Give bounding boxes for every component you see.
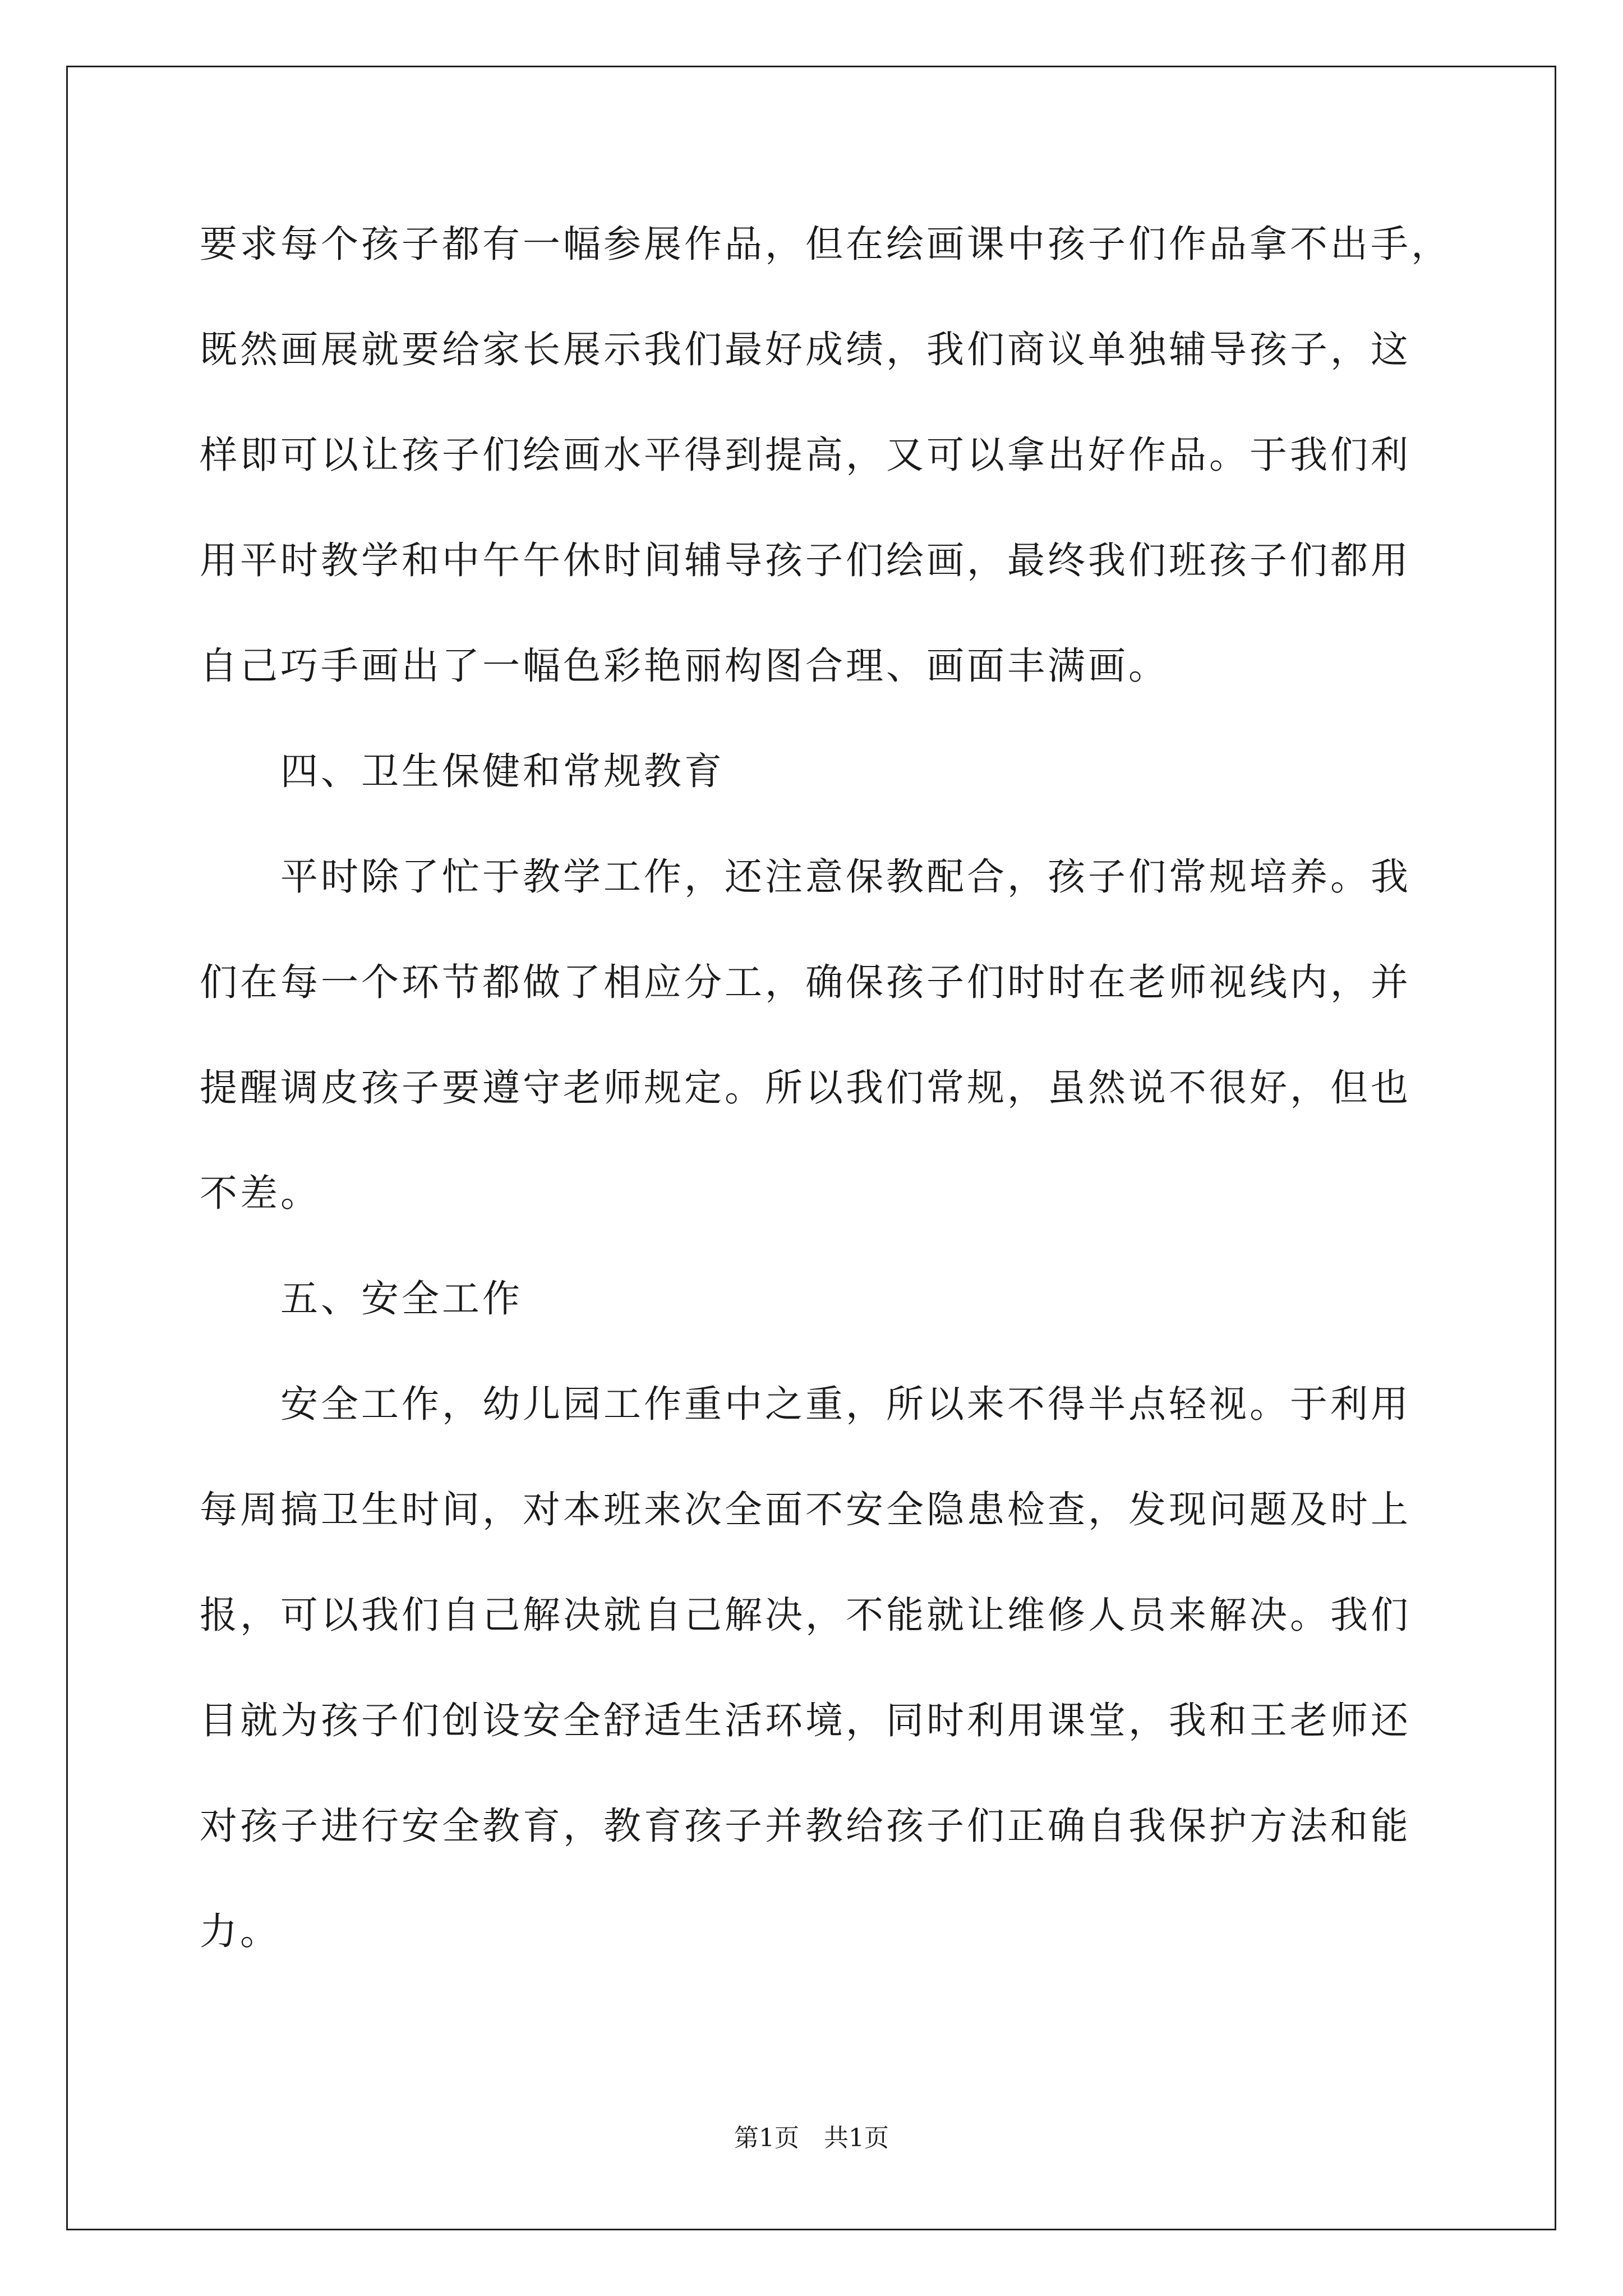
text-line: 既然画展就要给家长展示我们最好成绩，我们商议单独辅导孩子，这 (200, 328, 1411, 371)
page-number: 第1页 (734, 2124, 799, 2152)
text-line: 们在每一个环节都做了相应分工，确保孩子们时时在老师视线内，并 (200, 960, 1411, 1004)
page-border (66, 66, 1556, 2230)
text-line: 自己巧手画出了一幅色彩艳丽构图合理、画面丰满画。 (200, 644, 1169, 688)
text-line: 报，可以我们自己解决就自己解决，不能就让维修人员来解决。我们 (200, 1593, 1411, 1637)
text-line: 要求每个孩子都有一幅参展作品，但在绘画课中孩子们作品拿不出手， (200, 222, 1451, 266)
section-heading: 四、卫生保健和常规教育 (280, 749, 725, 793)
text-line: 不差。 (200, 1171, 321, 1215)
text-line: 提醒调皮孩子要遵守老师规定。所以我们常规，虽然说不很好，但也 (200, 1066, 1411, 1110)
section-heading: 五、安全工作 (280, 1277, 523, 1320)
text-line: 安全工作，幼儿园工作重中之重，所以来不得半点轻视。于利用 (280, 1382, 1411, 1426)
text-line: 样即可以让孩子们绘画水平得到提高，又可以拿出好作品。于我们利 (200, 433, 1411, 477)
text-line: 力。 (200, 1910, 280, 1953)
text-line: 对孩子进行安全教育，教育孩子并教给孩子们正确自我保护方法和能 (200, 1804, 1411, 1848)
text-line: 平时除了忙于教学工作，还注意保教配合，孩子们常规培养。我 (280, 855, 1411, 899)
text-line: 每周搞卫生时间，对本班来次全面不安全隐患检查，发现问题及时上 (200, 1488, 1411, 1531)
text-line: 用平时教学和中午午休时间辅导孩子们绘画，最终我们班孩子们都用 (200, 539, 1411, 582)
page-footer (0, 2122, 1623, 2155)
page-total: 共1页 (824, 2124, 889, 2152)
text-line: 目就为孩子们创设安全舒适生活环境，同时利用课堂，我和王老师还 (200, 1699, 1411, 1742)
